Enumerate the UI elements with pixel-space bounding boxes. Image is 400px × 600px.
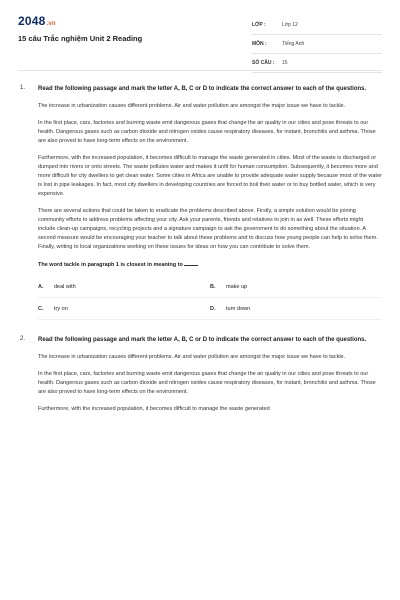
option-letter: B.: [210, 283, 216, 290]
question-text: [38, 260, 382, 270]
question-text-content: The word tackle in paragraph 1 is closest in meaning to: [38, 262, 183, 268]
logo-tld: .vn: [46, 21, 56, 27]
passage-paragraph: The increase in urbanization causes different problems. Air and water pollution are amongst the major issue we have to tackle.: [38, 354, 346, 360]
option-text: turn down: [226, 305, 251, 312]
passage-paragraph: In the first place, cars, factories and burning waste emit dangerous gases that change the air quality in our cities and pose threats to our health. Dangerous gases such as carbon dioxide and nitrogen oxides cause respiratory diseases, for instant, bronchitis and asthma. Those are also proved to have long-term effects on the environment.: [38, 371, 376, 395]
question-number: 1.: [20, 85, 26, 91]
option-text: try on: [54, 305, 68, 312]
passage-paragraph: In the first place, cars, factories and burning waste emit dangerous gases that change the air quality in our cities and pose threats to our health. Dangerous gases such as carbon dioxide and nitrogen oxides cause respiratory diseases, for instant, bronchitis and asthma. Those are also proved to have long-term effects on the environment.: [38, 120, 376, 144]
question-prompt: Read the following passage and mark the letter A, B, C or D to indicate the correct answer to each of the questions.: [38, 86, 367, 92]
option-text: make up: [226, 283, 248, 290]
document-title: 15 câu Trắc nghiệm Unit 2 Reading: [18, 34, 143, 43]
option-d[interactable]: [210, 298, 382, 320]
passage-paragraph: Furthermore, with the increased population, it becomes difficult to manage the waste generated in cities. Most of the waste is discharged or dumped into rivers or onto streets. The waste pollutes water and makes it unfit for human consumption. Subsequently, it becomes more and more difficult for city dwellers to get clean water. Some cities in Africa are unable to provide adequate water supply because most of the water is lost in pipe leakages. In fact, most city dwellers in developing countries are forced to boil their water or to buy bottled water, which is very expensive.: [38, 155, 382, 197]
passage-paragraph: The increase in urbanization causes different problems. Air and water pollution are amongst the major issue we have to tackle.: [38, 103, 346, 109]
answer-options: [38, 276, 382, 320]
passage-paragraph: Furthermore, with the increased population, it becomes difficult to manage the waste generated: [38, 406, 270, 412]
option-letter: A.: [38, 283, 44, 290]
page-header: [0, 0, 400, 70]
questions-list: [0, 71, 400, 414]
option-a[interactable]: [38, 276, 210, 298]
meta-table: [252, 16, 382, 73]
logo-text: 2048: [18, 14, 46, 28]
meta-value: Tiếng Anh: [282, 41, 305, 47]
meta-label: MÔN :: [252, 41, 267, 47]
meta-row-subject: [252, 35, 382, 54]
site-logo[interactable]: [18, 14, 56, 28]
meta-value: 15: [282, 60, 288, 66]
option-c[interactable]: [38, 298, 210, 320]
question-2: [20, 336, 382, 414]
question-1: [20, 85, 382, 320]
option-b[interactable]: [210, 276, 382, 298]
answer-blank: [184, 260, 198, 266]
option-text: deal with: [54, 283, 76, 290]
meta-value: Lớp 12: [282, 22, 298, 28]
question-prompt: Read the following passage and mark the letter A, B, C or D to indicate the correct answer to each of the questions.: [38, 337, 367, 343]
meta-row-count: [252, 54, 382, 73]
passage-paragraph: There are several actions that could be taken to eradicate the problems described above. Firstly, a simple solution would be joining community efforts to address problems affecting your city. Ask your parents, friends and relatives to join in as well. These efforts might include clean-up campaigns, recycling projects and a signature campaign to ask the government to do something about the situation. A second measure would be encouraging your teacher to talk about these problems and to discuss how young people can help to solve them. Finally, writing to local organizations working on these issues for ideas on how you can contribute to solve them.: [38, 208, 378, 250]
option-letter: D.: [210, 305, 216, 312]
meta-row-class: [252, 16, 382, 35]
meta-label: LỚP :: [252, 22, 266, 28]
option-letter: C.: [38, 305, 44, 312]
meta-label: SỐ CÂU :: [252, 60, 275, 66]
question-number: 2.: [20, 336, 26, 342]
